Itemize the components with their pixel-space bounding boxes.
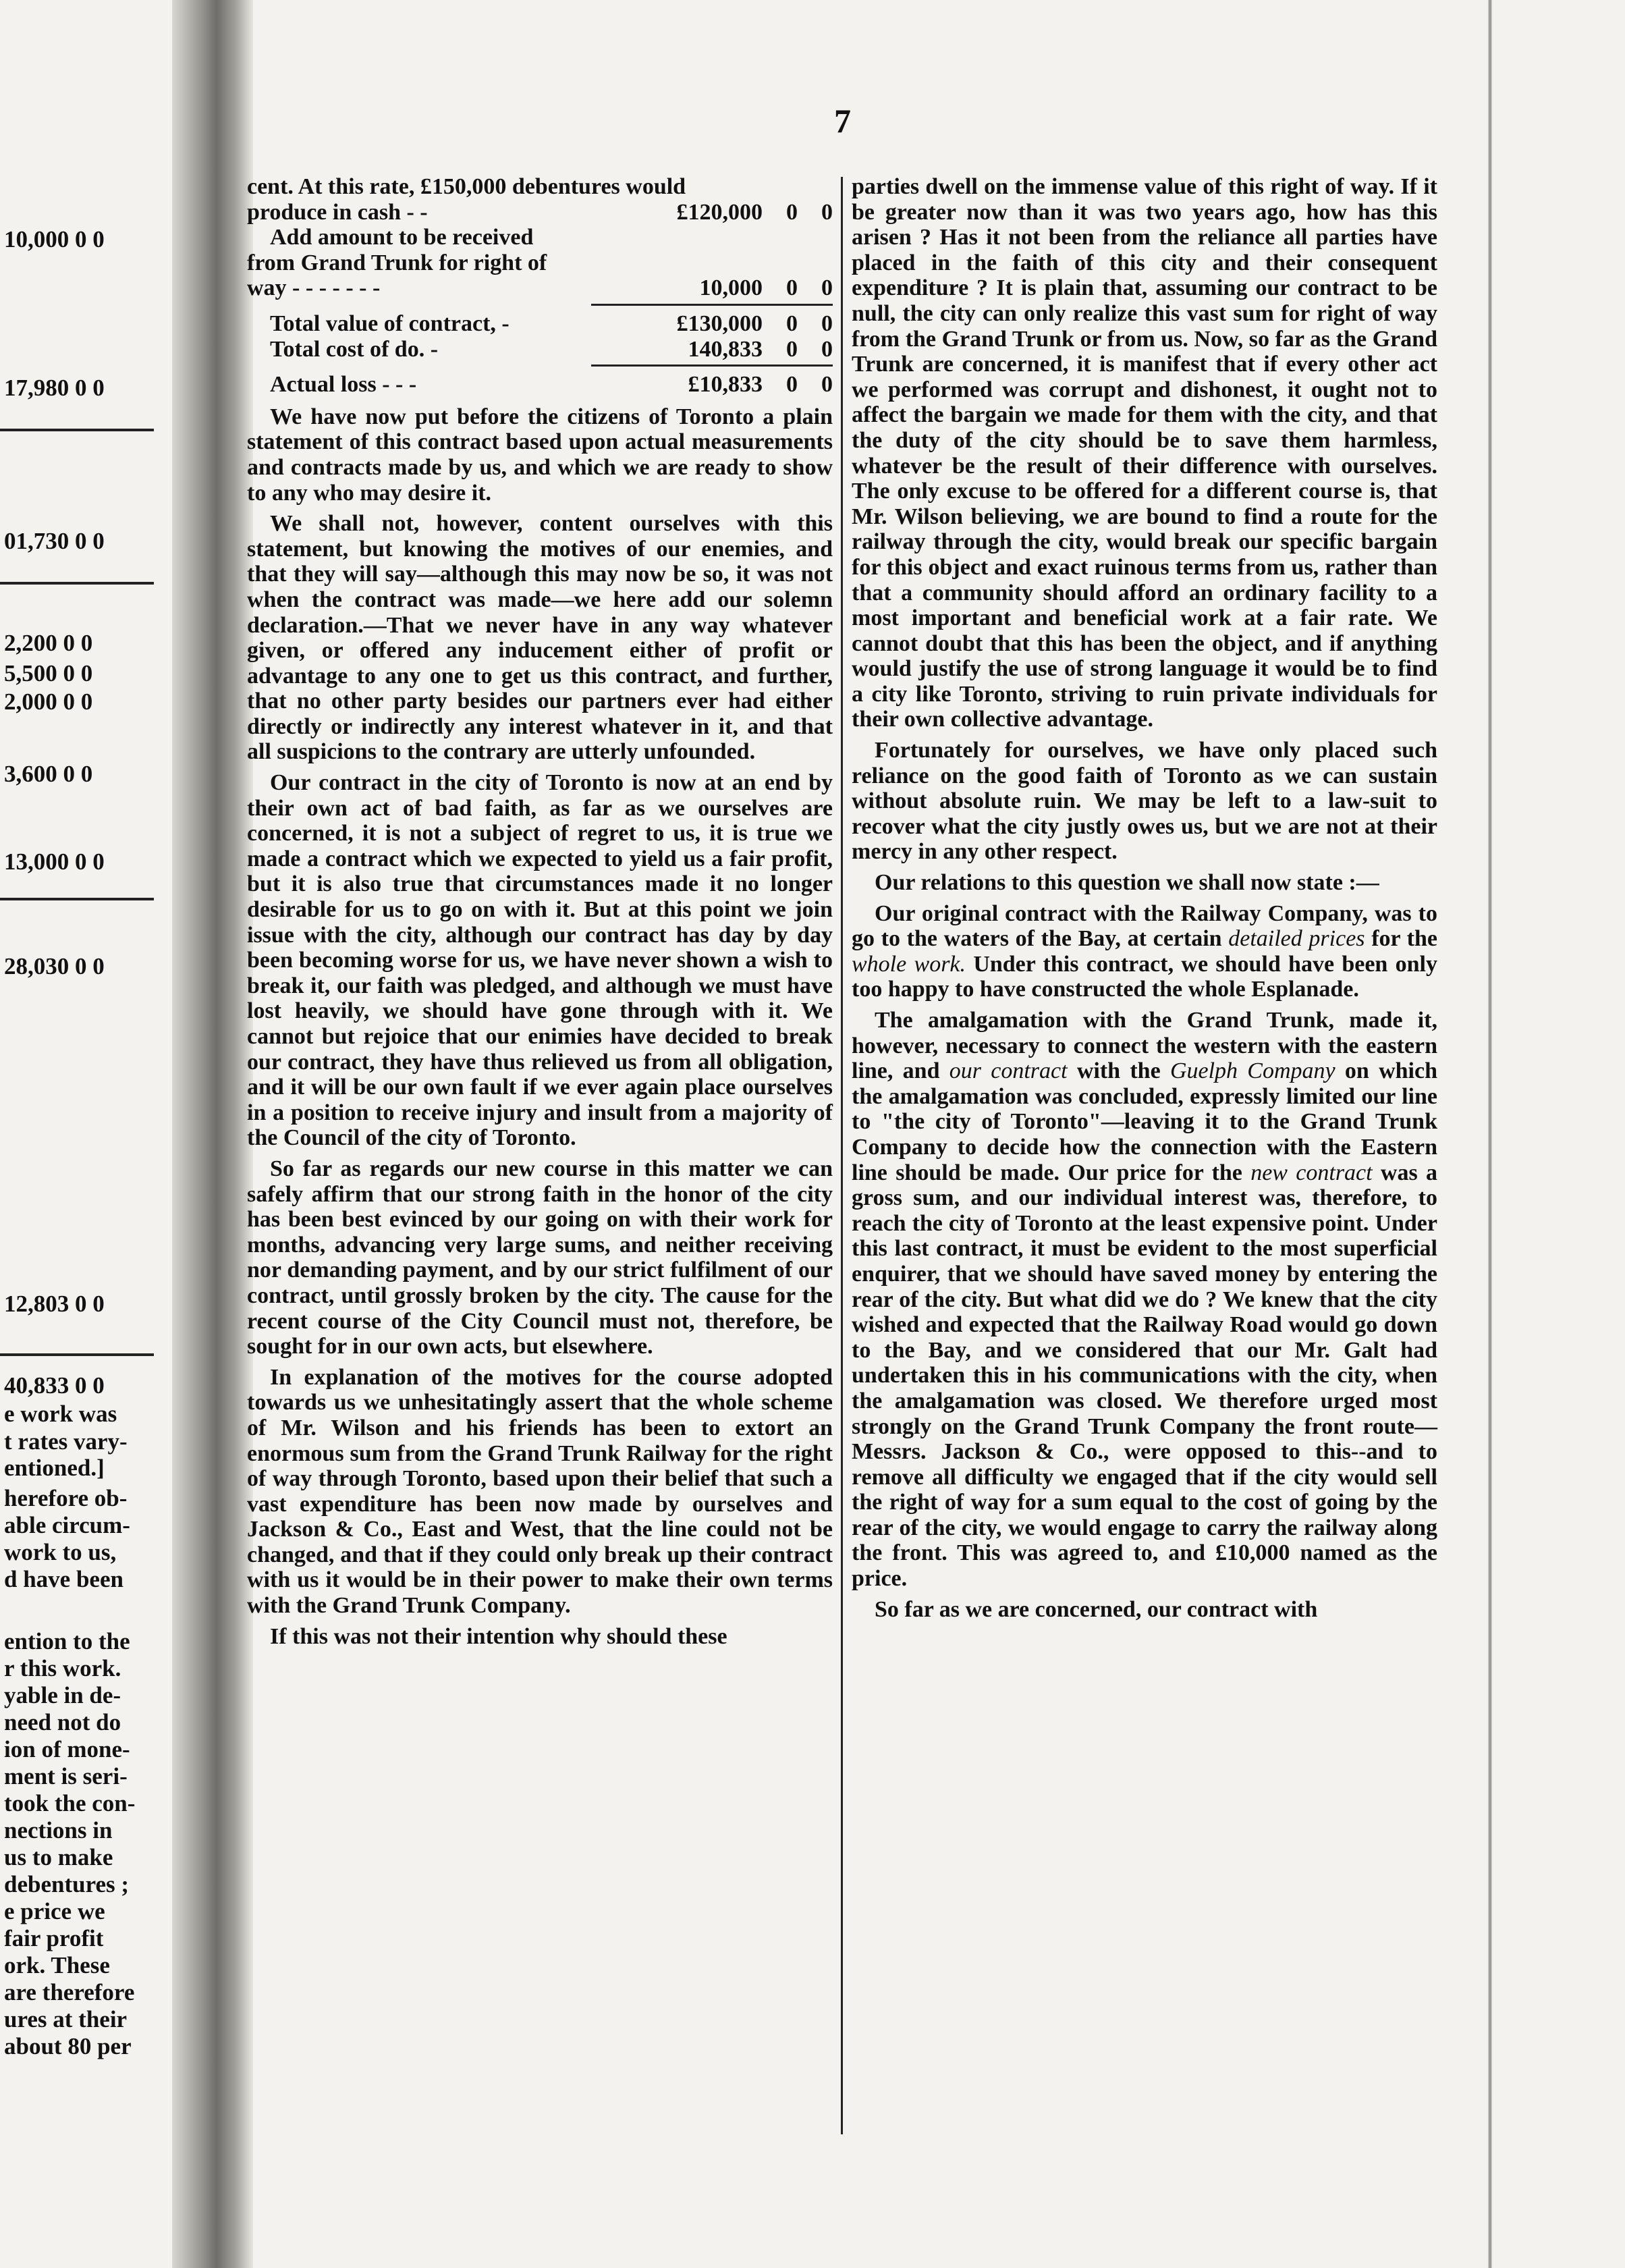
fragment-line: 17,980 0 0 <box>4 375 105 401</box>
paragraph: In explanation of the motives for the course adopted towards us we unhesitatingly assert that the whole scheme of Mr. Wilson and his friends has been to extort an enormous sum from the Grand Trunk Railway for the right of way through Toronto, based upon their belief that such a vast expenditure has been now made by ourselves and Jackson & Co., East and West, that the line could not be changed, and that if they could only break up their contract with us it would be in their power to make their own terms with the Grand Trunk Company. <box>247 1364 833 1619</box>
book-binding-shadow <box>172 0 253 2268</box>
column-left <box>247 174 833 1654</box>
fragment-line: entioned.] <box>4 1455 105 1481</box>
fragment-line: able circum- <box>4 1512 130 1538</box>
fragment-line: 2,200 0 0 <box>4 630 93 656</box>
fragment-line: ention to the <box>4 1628 130 1654</box>
account-label: Add amount to be received <box>270 225 534 250</box>
account-totals <box>247 311 833 362</box>
account-rule <box>591 364 833 367</box>
account-label: from Grand Trunk for right of <box>247 250 547 275</box>
account-loss-label: Actual loss - - - <box>270 372 417 398</box>
account-amount: £120,000 <box>676 199 763 225</box>
paragraph-amalgamation: The amalgamation with the Grand Trunk, made it, however, necessary to connect the western with the eastern line, and our contract with the Guelph Company on which the amalgamation was concluded, expressly limited our line to "the city of Toronto"—leaving it to the Grand Trunk Company to decide how the connection with the Eastern line should be made. Our price for the new contract was a gross sum, and our individual interest was, therefore, to reach the city of Toronto at the least expensive point. Under this last contract, it must be evident to the most superficial enquirer, that we should have saved money by entering the rear of the city. But what did we do ? We knew that the city wished and expected that the Railway Road would go down to the Bay, and we considered that our Mr. Galt had undertaken this in his communications with the city, when the amalgamation was closed. We therefore urged most strongly on the Grand Trunk Company the front route—Messrs. Jackson & Co., were opposed to this--and to remove all difficulty we engaged that if the city would sell the right of way for a sum equal to the cost of going by the rear of the city, we would engage to carry the railway along the front. This was agreed to, and £10,000 named as the price. <box>852 1008 1438 1592</box>
fragment-line: 12,803 0 0 <box>4 1291 105 1317</box>
account-row <box>247 275 833 301</box>
account-loss-amount: £10,833 <box>688 372 763 398</box>
fragment-line: d have been <box>4 1566 123 1592</box>
account-loss-shillings: 0 <box>786 372 798 398</box>
account-shillings: 0 <box>786 199 798 225</box>
fragment-rule <box>0 582 154 585</box>
account-pence: 0 <box>821 336 833 362</box>
fragment-line: 2,000 0 0 <box>4 688 93 715</box>
column-right-body <box>852 174 1437 896</box>
cost-account-table <box>247 174 833 398</box>
fragment-line: took the con- <box>4 1790 136 1816</box>
paragraph: So far as regards our new course in this matter we can safely affirm that our strong faith in the honor of the city has been best evinced by our going on with their work for months, advancing very large sums, and neither receiving nor demanding payment, and by our strict fulfilment of our contract, until grossly broken by the city. The cause for the recent course of the City Council must not, therefore, be sought for in our own acts, but elsewhere. <box>247 1156 833 1359</box>
fragment-line: fair profit <box>4 1925 104 1951</box>
fragment-line: work to us, <box>4 1539 117 1565</box>
account-shillings: 0 <box>786 336 798 362</box>
fragment-line: 3,600 0 0 <box>4 761 93 787</box>
fragment-line: need not do <box>4 1709 121 1735</box>
fragment-line: ion of mone- <box>4 1736 130 1762</box>
paragraph: We shall not, however, content ourselves with this statement, but knowing the motives of our enemies, and that they will say—although this may now be so, it was not when the contract was made—we here add our solemn declaration.—That we never have in any way whatever given, or offered any inducement either of profit or advantage to any one to get us this contract, and further, that no other party besides our partners ever had either directly or indirectly any interest whatever in it, and that all suspicions to the contrary are utterly unfounded. <box>247 511 833 765</box>
column-left-body <box>247 404 833 1650</box>
fragment-line: nections in <box>4 1817 113 1843</box>
fragment-line: ment is seri- <box>4 1763 128 1789</box>
fragment-line: herefore ob- <box>4 1485 128 1511</box>
fragment-line: r this work. <box>4 1655 121 1681</box>
fragment-rule <box>0 1353 154 1356</box>
fragment-rule <box>0 429 154 431</box>
page-number: 7 <box>834 102 851 140</box>
fragment-line: 13,000 0 0 <box>4 848 105 875</box>
paragraph: Our relations to this question we shall now state :— <box>875 870 1379 896</box>
fragment-rule <box>0 898 154 900</box>
account-loss-pence: 0 <box>821 372 833 398</box>
fragment-line: debentures ; <box>4 1871 130 1897</box>
account-rows <box>247 200 833 301</box>
previous-page-fragment <box>0 0 169 2268</box>
fragment-line: 5,500 0 0 <box>4 660 93 686</box>
fragment-line: 40,833 0 0 <box>4 1372 105 1399</box>
paragraph-final-line: So far as we are concerned, our contract with <box>875 1596 1318 1622</box>
account-loss-row <box>247 372 833 398</box>
fragment-line: yable in de- <box>4 1682 121 1708</box>
fragment-line: ork. These <box>4 1952 110 1978</box>
column-right <box>852 174 1437 1627</box>
account-amount: 10,000 <box>699 275 763 301</box>
paragraph-original-contract: Our original contract with the Railway Company, was to go to the waters of the Bay, at certain detailed prices for the whole work. Under this contract, we should have been only too happy to have constructed the whole Esplanade. <box>852 900 1438 1002</box>
account-amount: £130,000 <box>676 310 763 336</box>
account-pence: 0 <box>821 275 833 301</box>
account-shillings: 0 <box>786 310 798 336</box>
account-pence: 0 <box>821 199 833 225</box>
paragraph: If this was not their intention why should these <box>270 1623 727 1649</box>
paragraph: Our contract in the city of Toronto is now at an end by their own act of bad faith, as far as we ourselves are concerned, it is not a subject of regret to us, it is true we made a contract which we expected to yield us a fair profit, but it is also true that circumstances made it no longer desirable for us to go on with it. But at this point we join issue with the city, although our contract has day by day been becoming worse for us, we have never shown a wish to break it, our faith was pledged, and although we must have lost heavily, we should have gone through with it. We cannot but rejoice that our enimies have decided to break our contract, they have thus relieved us from all obligation, and it will be our own fault if we ever again place ourselves in a position to receive injury and insult from a majority of the Council of the city of Toronto. <box>247 770 833 1151</box>
account-row <box>247 311 833 337</box>
fragment-line: 01,730 0 0 <box>4 528 105 554</box>
account-intro-text: cent. At this rate, £150,000 debentures would <box>247 174 686 199</box>
paragraph: We have now put before the citizens of Toronto a plain statement of this contract based upon actual measurements and contracts made by us, and which we are ready to show to any who may desire it. <box>247 404 833 506</box>
account-shillings: 0 <box>786 275 798 301</box>
account-row <box>247 337 833 362</box>
fragment-line: are therefore <box>4 1979 135 2005</box>
fragment-line: about 80 per <box>4 2033 132 2059</box>
paragraph: parties dwell on the immense value of this right of way. If it be greater now than it was two years ago, how has this arisen ? Has it not been from the reliance all parties have placed in the faith of this city and their consequent expenditure ? It is plain that, assuming our contract to be null, the city can only realize this vast sum for right of way from the Grand Trunk or from us. Now, so far as the Grand Trunk are concerned, it is manifest that if every other act we performed was corrupt and dishonest, it ought not to affect the bargain we made for them with the city, and that the duty of the city should be to save them harmless, whatever be the result of their difference with ourselves. The only excuse to be offered for a different course is, that Mr. Wilson believing, we are bound to find a route for the railway through the city, would break our specific bargain for this object and exact ruinous terms from us, rather than that a community should afford an ordinary facility to a most important and beneficial work at a fair rate. We cannot doubt that this has been the object, and if anything would justify the use of strong language it would be to find a city like Toronto, striving to ruin private individuals for their own collective advantage. <box>852 174 1437 732</box>
fragment-line: 28,030 0 0 <box>4 953 105 979</box>
account-label: Total value of contract, - <box>270 310 509 336</box>
fragment-line: 10,000 0 0 <box>4 226 105 252</box>
fragment-line: us to make <box>4 1844 113 1870</box>
fragment-line: t rates vary- <box>4 1428 128 1455</box>
account-row <box>247 200 833 225</box>
account-label: produce in cash - - <box>247 199 428 225</box>
account-amount: 140,833 <box>688 336 763 362</box>
account-label: Total cost of do. - <box>270 336 439 362</box>
fragment-line: ures at their <box>4 2006 128 2032</box>
page-edge <box>1488 0 1492 2268</box>
fragment-line: e price we <box>4 1898 105 1924</box>
paragraph: Fortunately for ourselves, we have only placed such reliance on the good faith of Toronto as we can sustain without absolute ruin. We may be left to a law-suit to recover what the city justly owes us, but we are not at their mercy in any other respect. <box>852 738 1437 865</box>
account-intro <box>247 174 833 200</box>
account-row <box>247 250 833 276</box>
account-pence: 0 <box>821 310 833 336</box>
column-divider <box>841 177 843 2134</box>
account-label: way - - - - - - - <box>247 275 381 301</box>
account-row <box>247 225 833 250</box>
fragment-line: e work was <box>4 1401 117 1427</box>
account-rule <box>591 304 833 306</box>
